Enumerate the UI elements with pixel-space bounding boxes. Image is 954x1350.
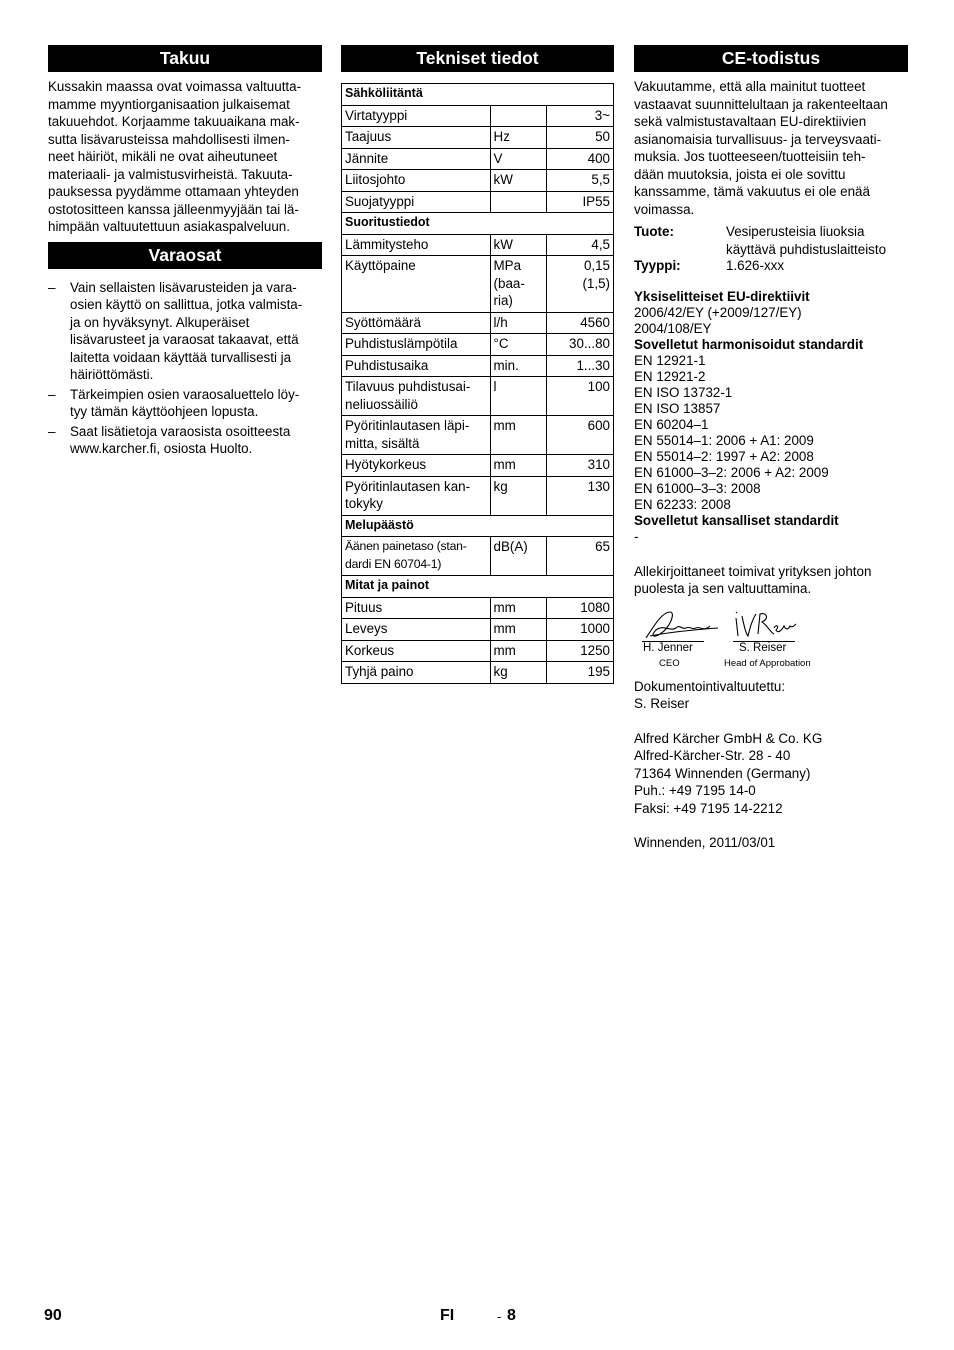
table-cell-label [342, 170, 491, 192]
cell-line: mitta, sisältä [345, 435, 420, 451]
cell-line: neliuossäiliö [345, 396, 418, 412]
cell-line: Tyhjä paino [345, 664, 414, 679]
text-line: Vesiperusteisia liuoksia [726, 224, 865, 239]
table-row [342, 662, 614, 684]
cell-line: mm [493, 642, 516, 658]
table-cell-unit [490, 597, 546, 619]
table-row [342, 127, 614, 149]
cell-line: Pituus [345, 599, 383, 615]
table-cell-unit [490, 416, 546, 455]
standard-item: EN 62233: 2008 [634, 496, 731, 512]
text-line: materiaali- ja valmistusvirheistä. Takuuta- [48, 166, 293, 182]
table-cell-label [342, 597, 491, 619]
cell-line: min. [493, 357, 519, 373]
standard-item: EN 60204–1 [634, 416, 709, 432]
table-cell-unit [490, 476, 546, 515]
cell-line: 400 [587, 150, 610, 166]
text-line: 71364 Winnenden (Germany) [634, 765, 811, 781]
text-line: muksia. Jos tuotteeseen/tuotteisiin teh- [634, 149, 866, 164]
table-cell-value [546, 127, 613, 149]
cell-line: Virtatyyppi [345, 107, 408, 123]
technical-data-heading: Tekniset tiedot [341, 45, 614, 72]
cell-line: 195 [587, 664, 610, 679]
place-date: Winnenden, 2011/03/01 [634, 835, 776, 850]
table-cell-value [546, 619, 613, 641]
table-row [342, 312, 614, 334]
cell-line: Hz [493, 129, 510, 144]
cell-line: Lämmitysteho [345, 236, 429, 252]
table-cell-unit [490, 619, 546, 641]
text-line: tyy tämän käyttöohjeen lopusta. [70, 404, 259, 419]
spare-parts-heading: Varaosat [48, 242, 322, 269]
text-line: ja on hyväksynyt. Alkuperäiset [70, 314, 250, 330]
cell-line: l/h [493, 314, 508, 330]
table-cell-unit [490, 105, 546, 127]
text-line: sekä valmistustavaltaan EU-direktiivien [634, 114, 867, 129]
text-line: voimassa. [634, 201, 695, 217]
table-cell-label [342, 619, 491, 641]
warranty-heading: Takuu [48, 45, 322, 72]
table-cell-unit [490, 127, 546, 149]
cell-line: dB(A) [493, 539, 528, 554]
spare-parts-list [48, 279, 322, 458]
ce-declaration-column [634, 45, 908, 852]
table-cell-label [342, 127, 491, 149]
cell-line: Tilavuus puhdistusai- [345, 379, 471, 394]
table-cell-value [546, 662, 613, 684]
cell-line: °C [493, 336, 509, 351]
text-line: Saat lisätietoja varaosista osoitteesta [70, 423, 291, 439]
table-cell-unit [490, 455, 546, 477]
table-cell-label [342, 256, 491, 313]
dash-bullet: – [48, 423, 56, 439]
directives-title: Yksiselitteiset EU-direktiivit [634, 288, 810, 304]
cell-line: 3~ [594, 107, 610, 123]
signature-jenner-image [640, 606, 724, 642]
product-info [634, 223, 908, 275]
table-cell-label [342, 455, 491, 477]
text-line: häiriöttömästi. [70, 367, 154, 382]
table-cell-label [342, 416, 491, 455]
standard-item: EN 12921-2 [634, 368, 706, 384]
table-cell-label [342, 334, 491, 356]
cell-line: Syöttömäärä [345, 314, 421, 330]
page-number: 90 [44, 1307, 62, 1324]
cell-line: (1,5) [582, 275, 610, 291]
table-section-row [342, 213, 614, 235]
text-line: S. Reiser [634, 696, 690, 711]
table-cell-value [546, 334, 613, 356]
cell-line: Käyttöpaine [345, 258, 416, 273]
table-row [342, 170, 614, 192]
ce-intro-text [634, 78, 908, 218]
cell-line: V [493, 150, 503, 166]
cell-line: (baa- [493, 275, 525, 291]
text-line: takuuehdot. Korjaamme takuuaikana mak- [48, 114, 300, 129]
table-row [342, 377, 614, 416]
directive-item: 2004/108/EY [634, 320, 712, 336]
cell-line: Pyöritinlautasen kan- [345, 478, 471, 494]
cell-line: 50 [595, 129, 610, 144]
table-cell-value [546, 312, 613, 334]
cell-line: 1250 [580, 642, 610, 658]
standard-item: EN 55014–1: 2006 + A1: 2009 [634, 432, 814, 448]
table-row [342, 619, 614, 641]
ce-declaration-heading: CE-todistus [634, 45, 908, 72]
cell-line: 5,5 [591, 172, 610, 187]
cell-line: 130 [587, 478, 610, 494]
dash-bullet: – [48, 386, 56, 402]
text-line: Vakuutamme, että alla mainitut tuotteet [634, 79, 866, 94]
table-cell-value [546, 170, 613, 192]
table-row [342, 334, 614, 356]
table-cell-unit [490, 191, 546, 213]
text-line: sutta lisävarusteissa mahdollisesti ilmen- [48, 131, 290, 147]
table-cell-label [342, 476, 491, 515]
text-line: himpään valtuutettuun asiakaspalveluun. [48, 219, 290, 234]
cell-line: 4560 [580, 314, 610, 330]
cell-line: 30...80 [569, 336, 610, 351]
text-line: käyttävä puhdistuslaitteisto [726, 241, 887, 257]
table-row [342, 597, 614, 619]
text-line: Kussakin maassa ovat voimassa valtuutta- [48, 79, 302, 94]
standard-item: EN 55014–2: 1997 + A2: 2008 [634, 448, 814, 464]
cell-line: Puhdistuslämpötila [345, 336, 458, 351]
technical-data-table [341, 83, 614, 684]
cell-line: l [493, 379, 497, 394]
text-line: laitetta voidaan käyttää turvallisesti ja [70, 349, 292, 365]
cell-line: IP55 [582, 193, 610, 209]
type-row [634, 257, 908, 275]
cell-line: tokyky [345, 496, 383, 511]
language-code: FI [440, 1307, 455, 1324]
text-line: pauksessa pyydämme ottamaan yhteyden [48, 184, 299, 199]
cell-line: mm [493, 621, 516, 636]
cell-line: mm [493, 418, 516, 433]
table-row [342, 105, 614, 127]
cell-line: Jännite [345, 150, 389, 166]
cell-line: 65 [595, 539, 610, 554]
sub-page-number: 8 [507, 1307, 516, 1324]
table-cell-label [342, 377, 491, 416]
table-section-label: Melupäästö [342, 515, 614, 537]
text-line: asianomaisia turvallisuus- ja terveysvaati- [634, 131, 882, 147]
standard-item: EN ISO 13732-1 [634, 384, 733, 400]
text-line: lisävarusteet ja varaosat takaavat, että [70, 332, 299, 347]
table-section-row [342, 515, 614, 537]
text-line: neet häiriöt, mikäli ne ovat aiheutuneet [48, 149, 278, 164]
table-row [342, 256, 614, 313]
table-row [342, 355, 614, 377]
table-cell-unit [490, 170, 546, 192]
table-cell-unit [490, 148, 546, 170]
cell-line: kg [493, 478, 508, 494]
cell-line: 1080 [580, 599, 610, 615]
documentation-authorised [634, 678, 908, 713]
table-section-row [342, 84, 614, 106]
table-cell-value [546, 537, 613, 576]
cell-line: 1...30 [576, 357, 610, 373]
signature-reiser-image [732, 608, 798, 642]
list-item [48, 423, 322, 458]
table-cell-value [546, 234, 613, 256]
table-cell-unit [490, 355, 546, 377]
text-line: Tärkeimpien osien varaosaluettelo löy- [70, 386, 300, 402]
cell-line: 0,15 [583, 258, 610, 273]
signer-role: CEO [659, 657, 680, 669]
cell-line: Hyötykorkeus [345, 457, 427, 472]
text-line: dään muutoksia, joista ei ole sovittu [634, 166, 846, 182]
text-line: ostotositteen kanssa jälleenmyyjään tai lä- [48, 201, 299, 217]
warranty-column [48, 45, 322, 460]
dash-bullet: – [48, 279, 56, 295]
table-cell-unit [490, 312, 546, 334]
signers-intro [634, 563, 908, 598]
warranty-text [48, 78, 322, 236]
national-value: - [634, 528, 639, 544]
cell-line: Suojatyyppi [345, 193, 415, 209]
text-line: puolesta ja sen valtuuttamina. [634, 581, 812, 596]
type-value: 1.626-xxx [726, 258, 785, 273]
table-cell-label [342, 355, 491, 377]
table-cell-label [342, 105, 491, 127]
directive-item: 2006/42/EY (+2009/127/EY) [634, 304, 802, 320]
table-row [342, 148, 614, 170]
text-line: www.karcher.fi, osiosta Huolto. [70, 441, 253, 456]
table-cell-value [546, 640, 613, 662]
text-line: osien käyttö on sallittua, jotka valmista- [70, 297, 303, 312]
cell-line: Leveys [345, 621, 388, 636]
signatures [634, 606, 908, 672]
cell-line: dardi EN 60704-1) [345, 556, 442, 571]
table-cell-value [546, 597, 613, 619]
cell-line: mm [493, 457, 516, 472]
table-cell-label [342, 148, 491, 170]
harmonised-title: Sovelletut harmonisoidut standardit [634, 336, 864, 352]
text-line: Vain sellaisten lisävarusteiden ja vara- [70, 279, 297, 295]
table-cell-value [546, 105, 613, 127]
technical-data-column [341, 45, 614, 684]
standard-item: EN 61000–3–3: 2008 [634, 480, 761, 496]
cell-line: 100 [587, 379, 610, 394]
table-cell-label [342, 312, 491, 334]
table-cell-unit [490, 537, 546, 576]
table-cell-value [546, 256, 613, 313]
text-line: Alfred-Kärcher-Str. 28 - 40 [634, 748, 791, 763]
table-cell-unit [490, 334, 546, 356]
cell-line: 310 [587, 457, 610, 472]
cell-line: 4,5 [591, 236, 610, 252]
text-line: kanssamme, tämä vakuutus ei ole enää [634, 184, 870, 199]
table-cell-label [342, 234, 491, 256]
table-row [342, 476, 614, 515]
product-row [634, 223, 908, 258]
text-line: Allekirjoittaneet toimivat yrityksen johton [634, 563, 872, 579]
signer-role: Head of Approbation [724, 657, 811, 669]
cell-line: Pyöritinlautasen läpi- [345, 418, 470, 433]
table-cell-label [342, 662, 491, 684]
standard-item: EN 12921-1 [634, 352, 706, 368]
table-cell-unit [490, 640, 546, 662]
cell-line: mm [493, 599, 516, 615]
table-row [342, 537, 614, 576]
table-cell-value [546, 191, 613, 213]
cell-line: Äänen painetaso (stan- [345, 539, 467, 553]
table-row [342, 640, 614, 662]
list-item [48, 279, 322, 384]
list-item [48, 386, 322, 421]
text-line: mamme myyntiorganisaation julkaisemat [48, 96, 290, 112]
table-cell-unit [490, 662, 546, 684]
table-cell-unit [490, 256, 546, 313]
cell-line: Korkeus [345, 642, 395, 658]
cell-line: Liitosjohto [345, 172, 406, 187]
cell-line: kW [493, 236, 513, 252]
product-label: Tuote: [634, 224, 674, 239]
standard-item: EN 61000–3–2: 2006 + A2: 2009 [634, 464, 829, 480]
table-section-row [342, 576, 614, 598]
table-cell-value [546, 148, 613, 170]
text-line: Puh.: +49 7195 14-0 [634, 783, 756, 798]
table-cell-label [342, 191, 491, 213]
text-line: Alfred Kärcher GmbH & Co. KG [634, 730, 823, 746]
product-value [726, 223, 908, 258]
table-cell-value [546, 455, 613, 477]
table-cell-value [546, 377, 613, 416]
signer-name: S. Reiser [739, 641, 787, 654]
cell-line: Taajuus [345, 129, 392, 144]
table-row [342, 455, 614, 477]
table-cell-unit [490, 377, 546, 416]
cell-line: MPa [493, 258, 522, 273]
table-section-label: Mitat ja painot [342, 576, 614, 598]
text-line: vastaavat suunnittelultaan ja rakenteeltaan [634, 96, 888, 112]
table-section-label: Suoritustiedot [342, 213, 614, 235]
standards-block [634, 289, 908, 545]
table-cell-value [546, 476, 613, 515]
cell-line: kW [493, 172, 513, 187]
text-line: Dokumentointivaltuutettu: [634, 678, 786, 694]
company-address [634, 730, 908, 818]
footer-dash: - [497, 1309, 502, 1324]
table-row [342, 416, 614, 455]
type-label: Tyyppi: [634, 258, 681, 273]
standard-item: EN ISO 13857 [634, 400, 721, 416]
cell-line: kg [493, 664, 508, 679]
text-line: Faksi: +49 7195 14-2212 [634, 800, 783, 816]
table-cell-value [546, 355, 613, 377]
table-cell-label [342, 640, 491, 662]
signer-name: H. Jenner [643, 641, 693, 654]
table-section-label: Sähköliitäntä [342, 84, 614, 106]
table-cell-label [342, 537, 491, 576]
cell-line: ria) [493, 293, 513, 308]
cell-line: 1000 [580, 621, 610, 636]
table-row [342, 191, 614, 213]
cell-line: Puhdistusaika [345, 357, 429, 373]
table-row [342, 234, 614, 256]
cell-line: 600 [587, 418, 610, 433]
table-cell-value [546, 416, 613, 455]
table-cell-unit [490, 234, 546, 256]
national-title: Sovelletut kansalliset standardit [634, 512, 839, 528]
